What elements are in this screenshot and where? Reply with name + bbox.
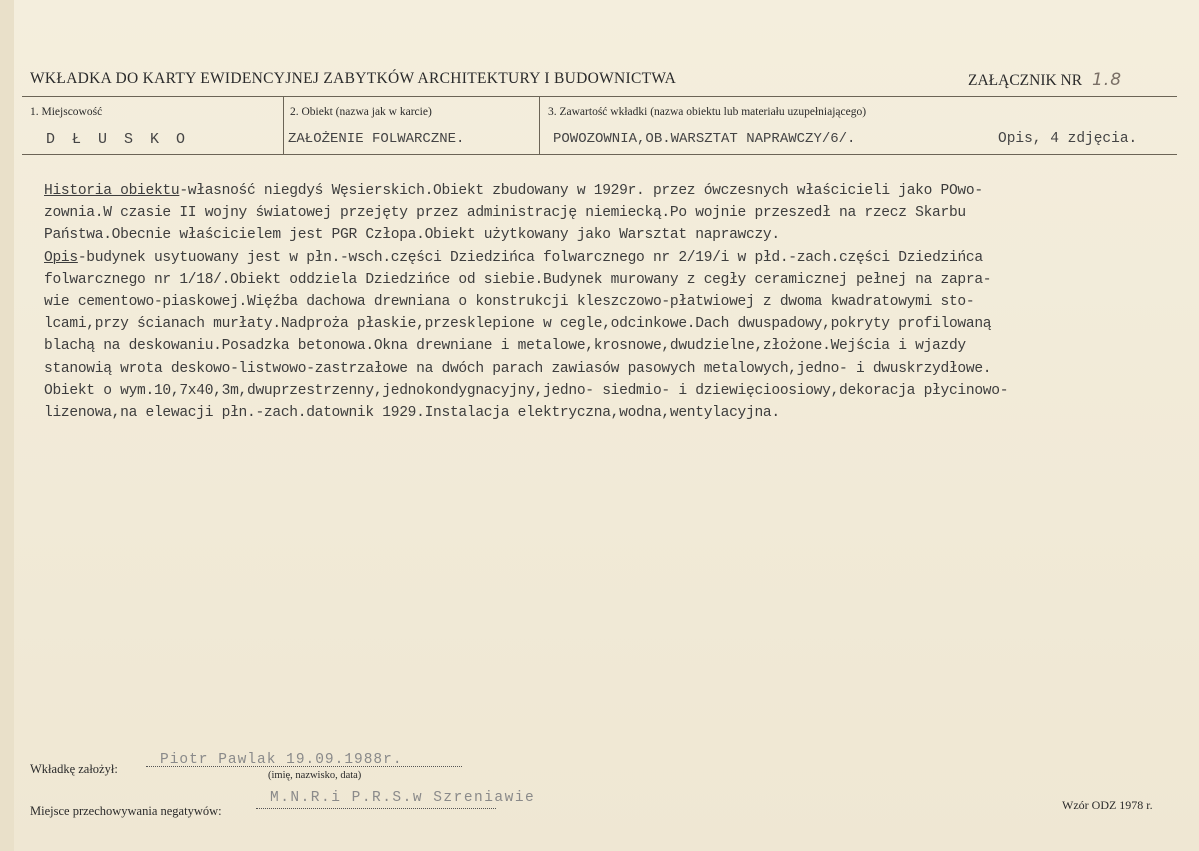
storage-dotted-line	[256, 808, 496, 809]
founder-sublabel: (imię, nazwisko, data)	[268, 770, 362, 781]
body-line: blachą na deskowaniu.Posadzka betonowa.Okna drewniane i metalowe,krosnowe,dwudzielne,złożone.Wejścia i wjazdy	[44, 338, 966, 355]
body-line: Państwa.Obecnie właścicielem jest PGR Człopa.Obiekt użytkowany jako Warsztat naprawczy.	[44, 227, 780, 244]
card-title: WKŁADKA DO KARTY EWIDENCYJNEJ ZABYTKÓW ARCHITEKTURY I BUDOWNICTWA	[30, 70, 677, 87]
header-rule-bottom	[22, 154, 1177, 155]
body-line: Obiekt o wym.10,7x40,3m,dwuprzestrzenny,jednokondygnacyjny,jedno- siedmio- i dziewięcioosiowy,dekoracja płycinowo-	[44, 382, 1009, 399]
attachment-number	[968, 70, 1122, 90]
body-line: stanowią wrota deskowo-listwowo-zastrzałowe na dwóch parach zawiasów pasowych metalowych,jedno- i dwuskrzydłowe.	[44, 360, 992, 377]
body-line: zownia.W czasie II wojny światowej przejęty przez administrację niemiecką.Po wojnie przeszedł na rzecz Skarbu	[44, 205, 966, 222]
history-heading: Historia obiektu	[44, 183, 180, 199]
col1-label: 1. Miejscowość	[30, 106, 103, 118]
storage-value: M.N.R.i P.R.S.w Szreniawie	[270, 790, 536, 806]
founder-value: Piotr Pawlak 19.09.1988r.	[160, 752, 403, 768]
body-line: wie cementowo-piaskowej.Więźba dachowa drewniana o konstrukcji kleszczowo-płatwiowej z dwoma kwadratowymi sto-	[44, 294, 975, 311]
content-value: POWOZOWNIA,OB.WARSZTAT NAPRAWCZY/6/.	[553, 131, 856, 147]
opis-heading: Opis	[44, 249, 78, 266]
storage-label: Miejsce przechowywania negatywów:	[30, 804, 222, 818]
col2-label: 2. Obiekt (nazwa jak w karcie)	[290, 106, 432, 118]
body-line: lizenowa,na elewacji płn.-zach.datownik 1929.Instalacja elektryczna,wodna,wentylacyjna.	[44, 405, 780, 422]
card-edge	[0, 0, 14, 851]
locality-value: D Ł U S K O	[46, 131, 190, 148]
column-divider-2	[539, 96, 540, 154]
body-line: Historia obiektu-własność niegdyś Węsierskich.Obiekt zbudowany w 1929r. przez ówczesnych właścicieli jako POwo-	[44, 183, 983, 199]
description-text	[44, 180, 1174, 424]
body-line: folwarcznego nr 1/18/.Obiekt oddziela Dziedzińce od siebie.Budynek murowany z cegły ceramicznej pełnej na zapra-	[44, 271, 992, 288]
content-extra-value: Opis, 4 zdjęcia.	[998, 131, 1138, 147]
column-divider-1	[283, 96, 284, 154]
body-line: Opis-budynek usytuowany jest w płn.-wsch.części Dziedzińca folwarcznego nr 2/19/i w płd.-zach.części Dziedzińca	[44, 249, 983, 266]
col3-label: 3. Zawartość wkładki (nazwa obiektu lub materiału uzupełniającego)	[548, 106, 867, 118]
attachment-label: ZAŁĄCZNIK NR	[968, 72, 1083, 89]
attachment-handwritten-number: 1.8	[1091, 70, 1123, 90]
founder-label: Wkładkę założył:	[30, 762, 118, 776]
form-model-label: Wzór ODZ 1978 r.	[1062, 798, 1153, 812]
header-rule-top	[22, 96, 1177, 97]
object-value: ZAŁOŻENIE FOLWARCZNE.	[288, 131, 465, 147]
body-line: lcami,przy ścianach murłaty.Nadproża płaskie,przesklepione w cegle,odcinkowe.Dach dwuspadowy,pokryty profilowaną	[44, 316, 992, 333]
